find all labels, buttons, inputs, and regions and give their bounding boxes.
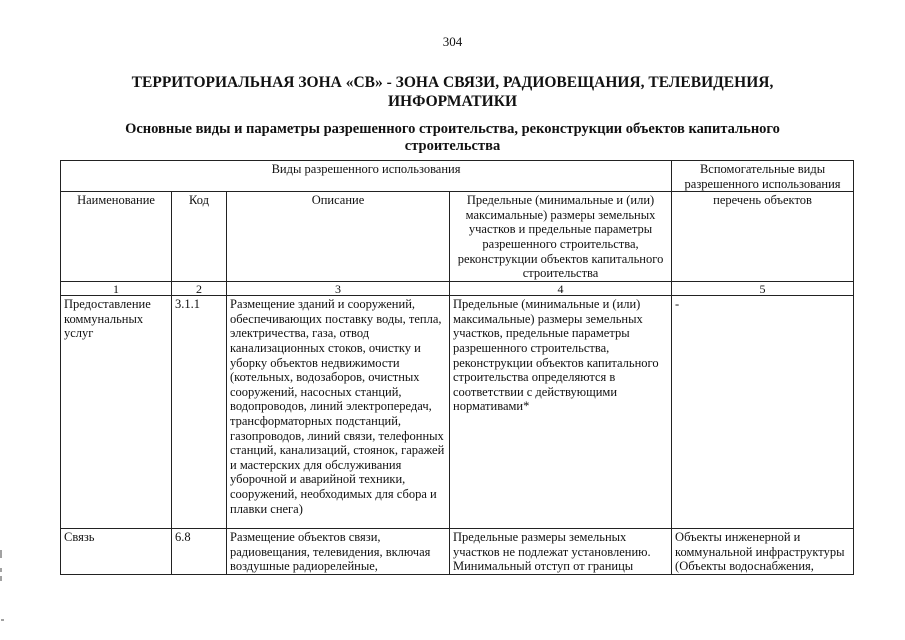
column-header-parameters: Предельные (минимальные и (или) максимальные) размеры земельных участков и предельные параметры разрешенного строительства, реконструкции объектов капитального строительства (450, 192, 672, 282)
cell-description: Размещение объектов связи, радиовещания, телевидения, включая воздушные радиорелейные, (227, 529, 450, 575)
column-number: 4 (450, 282, 672, 296)
cell-code: 3.1.1 (172, 296, 227, 529)
table-column-header-row (61, 192, 854, 282)
column-number: 3 (227, 282, 450, 296)
cell-description: Размещение зданий и сооружений, обеспечивающих поставку воды, тепла, электричества, газа, отвод канализационных стоков, очистку и уборку объектов недвижимости (котельных, водозаборов, очистных сооружений, насосных станций, водопроводов, линий электропередач, трансформаторных подстанций, газопроводов, линий связи, телефонных станций, канализаций, стоянок, гаражей и мастерских для обслуживания уборочной и аварийной техники, сооружений, необходимых для сбора и плавки снега) (227, 296, 450, 529)
group-header-main: Виды разрешенного использования (61, 161, 672, 192)
cell-auxiliary: Объекты инженерной и коммунальной инфраструктуры (Объекты водоснабжения, (672, 529, 854, 575)
column-number: 1 (61, 282, 172, 296)
group-header-aux: Вспомогательные виды разрешенного использования (672, 161, 854, 192)
cell-code: 6.8 (172, 529, 227, 575)
section-subtitle: Основные виды и параметры разрешенного строительства, реконструкции объектов капитального строительства (125, 121, 780, 154)
page-number: 304 (442, 34, 463, 49)
table-row (61, 529, 854, 575)
permitted-use-table (60, 160, 854, 575)
scan-edge-marks (0, 548, 6, 628)
zone-title: ТЕРРИТОРИАЛЬНАЯ ЗОНА «СВ» - ЗОНА СВЯЗИ, РАДИОВЕЩАНИЯ, ТЕЛЕВИДЕНИЯ, ИНФОРМАТИКИ (131, 74, 774, 110)
cell-parameters: Предельные размеры земельных участков не подлежат установлению. Минимальный отступ от границы (450, 529, 672, 575)
column-header-objects: перечень объектов (672, 192, 854, 282)
table-column-number-row (61, 282, 854, 296)
column-header-name: Наименование (61, 192, 172, 282)
column-header-code: Код (172, 192, 227, 282)
cell-parameters: Предельные (минимальные и (или) максимальные) размеры земельных участков, предельные параметры разрешенного строительства, реконструкции объектов капитального строительства определяются в соответствии с действующими нормативами* (450, 296, 672, 529)
cell-name: Предоставление коммунальных услуг (61, 296, 172, 529)
column-number: 2 (172, 282, 227, 296)
cell-auxiliary: - (672, 296, 854, 529)
column-number: 5 (672, 282, 854, 296)
table-group-header-row (61, 161, 854, 192)
table-row (61, 296, 854, 529)
cell-name: Связь (61, 529, 172, 575)
column-header-description: Описание (227, 192, 450, 282)
